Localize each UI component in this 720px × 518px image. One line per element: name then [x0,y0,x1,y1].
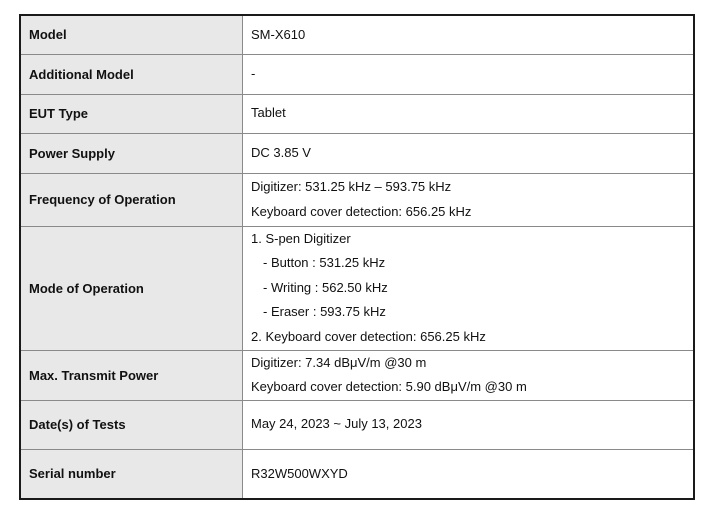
table-row-eut-type [20,94,694,133]
table-row-additional-model [20,54,694,94]
row-label-max-transmit-power: Max. Transmit Power [20,350,243,400]
row-label-additional-model: Additional Model [20,54,243,94]
value-line: - Writing : 562.50 kHz [263,279,388,295]
table-row-frequency-of-operation [20,173,694,226]
row-label-frequency-of-operation: Frequency of Operation [20,173,243,226]
row-value-eut-type [243,94,695,133]
value-line: 2. Keyboard cover detection: 656.25 kHz [251,328,486,344]
value-line: May 24, 2023 ~ July 13, 2023 [251,416,422,432]
row-value-frequency-of-operation [243,173,695,226]
value-line: Keyboard cover detection: 5.90 dBμV/m @30 m [251,379,527,394]
row-label-dates-of-tests: Date(s) of Tests [20,400,243,449]
value-line: 1. S-pen Digitizer [251,230,351,246]
row-value-mode-of-operation [243,226,695,350]
value-line: Digitizer: 531.25 kHz – 593.75 kHz [251,179,452,194]
table-row-mode-of-operation [20,226,694,350]
value-line: Tablet [251,105,286,121]
row-value-dates-of-tests [243,400,695,449]
value-line: R32W500WXYD [251,465,348,481]
row-label-mode-of-operation: Mode of Operation [20,226,243,350]
table-row-serial-number [20,449,694,499]
table-row-model [20,15,694,54]
value-line: - Eraser : 593.75 kHz [263,304,386,320]
value-line: SM-X610 [251,26,306,42]
row-value-model [243,15,695,54]
value-line: Keyboard cover detection: 656.25 kHz [251,203,472,219]
row-value-additional-model [243,54,695,94]
value-line: - [251,65,256,81]
value-line: - Button : 531.25 kHz [263,255,386,271]
value-line: DC 3.85 V [251,144,311,160]
row-label-model: Model [20,15,243,54]
table-row-dates-of-tests [20,400,694,449]
row-value-serial-number [243,449,695,499]
row-label-serial-number: Serial number [20,449,243,499]
table-row-max-transmit-power [20,350,694,400]
specification-table [19,14,695,500]
row-label-eut-type: EUT Type [20,94,243,133]
value-line: Digitizer: 7.34 dBμV/m @30 m [251,354,427,370]
table-row-power-supply [20,133,694,173]
row-label-power-supply: Power Supply [20,133,243,173]
row-value-max-transmit-power [243,350,695,400]
row-value-power-supply [243,133,695,173]
